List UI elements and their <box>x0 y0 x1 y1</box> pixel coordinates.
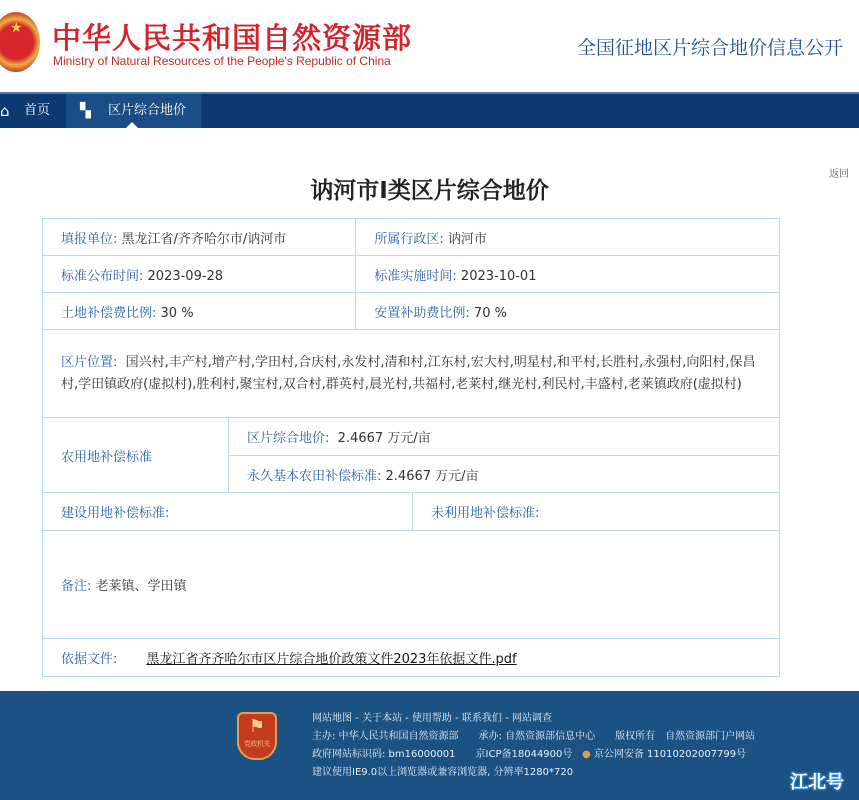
sep: - <box>501 713 512 724</box>
sep: - <box>352 713 362 724</box>
land-ratio-label: 土地补偿费比例: <box>61 305 157 321</box>
police-badge-icon: ● <box>581 749 591 760</box>
construction-label: 建设用地补偿标准: <box>43 493 413 531</box>
reporter-cell <box>43 219 356 256</box>
farmland-label: 农用地补偿标准 <box>43 418 229 493</box>
land-ratio-value: 30 % <box>160 305 194 321</box>
back-link[interactable]: 返回 <box>829 169 849 180</box>
national-emblem-icon: ★ <box>0 12 40 72</box>
effective-cell <box>356 256 780 293</box>
footer-link-help[interactable]: 使用帮助 <box>411 713 452 724</box>
effective-label: 标准实施时间: <box>374 268 457 284</box>
footer-sponsor: 主办: 中华人民共和国自然资源部 承办: 自然资源部信息中心 版权所有 自然资源部门户网站 <box>312 731 756 742</box>
icp-number: 政府网站标识码: bm16000001 京ICP备18044900号 <box>312 749 573 760</box>
effective-value: 2023-10-01 <box>460 268 537 284</box>
party-gov-badge-label: 党政机关 <box>244 740 270 748</box>
land-price-table <box>42 218 780 418</box>
land-ratio-cell <box>43 293 356 330</box>
ministry-name-en: Ministry of Natural Resources of the People's Republic of China <box>53 54 391 68</box>
publish-label: 标准公布时间: <box>61 268 144 284</box>
other-table <box>42 492 780 677</box>
composite-price-label: 区片综合地价: <box>247 431 330 446</box>
watermark: 江北号 <box>790 772 844 793</box>
party-gov-badge[interactable] <box>237 712 277 760</box>
unused-label: 未利用地补偿标准: <box>413 493 780 531</box>
footer-link-contact[interactable]: 联系我们 <box>461 713 502 724</box>
composite-price-value: 2.4667 万元/亩 <box>337 431 431 446</box>
nav-home[interactable] <box>0 94 50 128</box>
location-cell <box>43 330 780 418</box>
district-cell <box>356 219 780 256</box>
site-title: 全国征地区片综合地价信息公开 <box>577 37 844 59</box>
publish-value: 2023-09-28 <box>147 268 224 284</box>
police-number[interactable]: 京公网安备 11010202007799号 <box>593 749 747 760</box>
compensation-table <box>42 417 780 493</box>
location-label: 区片位置: <box>61 354 118 370</box>
basic-farmland-cell <box>229 456 780 493</box>
composite-price-cell <box>229 418 780 456</box>
reporter-label: 填报单位: <box>61 231 118 247</box>
district-label: 所属行政区: <box>374 231 444 247</box>
resettle-ratio-label: 安置补助费比例: <box>374 305 470 321</box>
basis-file-link[interactable]: 黑龙江省齐齐哈尔市区片综合地价政策文件2023年依据文件.pdf <box>146 652 517 667</box>
footer-links <box>312 709 552 724</box>
nav-land-price[interactable] <box>66 94 201 128</box>
page-title: 讷河市Ⅰ类区片综合地价 <box>310 178 549 204</box>
basic-farmland-value: 2.4667 万元/亩 <box>385 468 479 484</box>
party-gov-badge-icon: ⚑ <box>248 716 266 737</box>
footer-registration <box>312 745 746 760</box>
publish-cell <box>43 256 356 293</box>
nav-home-label: 首页 <box>24 103 51 118</box>
basis-label: 依据文件: <box>61 652 118 667</box>
nav-land-price-label: 区片综合地价 <box>108 103 187 118</box>
district-value: 讷河市 <box>447 231 487 247</box>
location-value: 国兴村,丰产村,增产村,学田村,合庆村,永发村,清和村,江东村,宏大村,明星村,和平村,长胜村,永强村,向阳村,保昌村,学田镇政府(虚拟村),胜利村,聚宝村,双合村,群英村,晨光村,共福村,老莱村,继光村,利民村,丰盛村,老莱镇政府(虚拟村) <box>61 354 756 392</box>
main-nav <box>0 92 859 128</box>
basis-cell <box>43 639 780 677</box>
ministry-name-cn[interactable]: 中华人民共和国自然资源部 <box>52 21 413 55</box>
remark-label: 备注: <box>61 579 92 594</box>
basic-farmland-label: 永久基本农田补偿标准: <box>247 468 382 484</box>
home-icon: ⌂ <box>0 102 10 120</box>
resettle-ratio-cell <box>356 293 780 330</box>
footer-link-sitemap[interactable]: 网站地图 <box>312 713 352 724</box>
footer-link-about[interactable]: 关于本站 <box>361 713 402 724</box>
sep: - <box>401 713 412 724</box>
sep: - <box>451 713 462 724</box>
remark-value: 老莱镇、学田镇 <box>95 579 187 594</box>
map-icon: ▚ <box>80 103 91 119</box>
reporter-value: 黑龙江省/齐齐哈尔市/讷河市 <box>121 231 287 247</box>
footer-browser-note: 建议使用IE9.0以上浏览器或兼容浏览器, 分辨率1280*720 <box>312 767 574 778</box>
footer-link-survey[interactable]: 网站调查 <box>511 713 552 724</box>
resettle-ratio-value: 70 % <box>473 305 507 321</box>
site-header <box>0 0 859 92</box>
remark-cell <box>43 531 780 639</box>
